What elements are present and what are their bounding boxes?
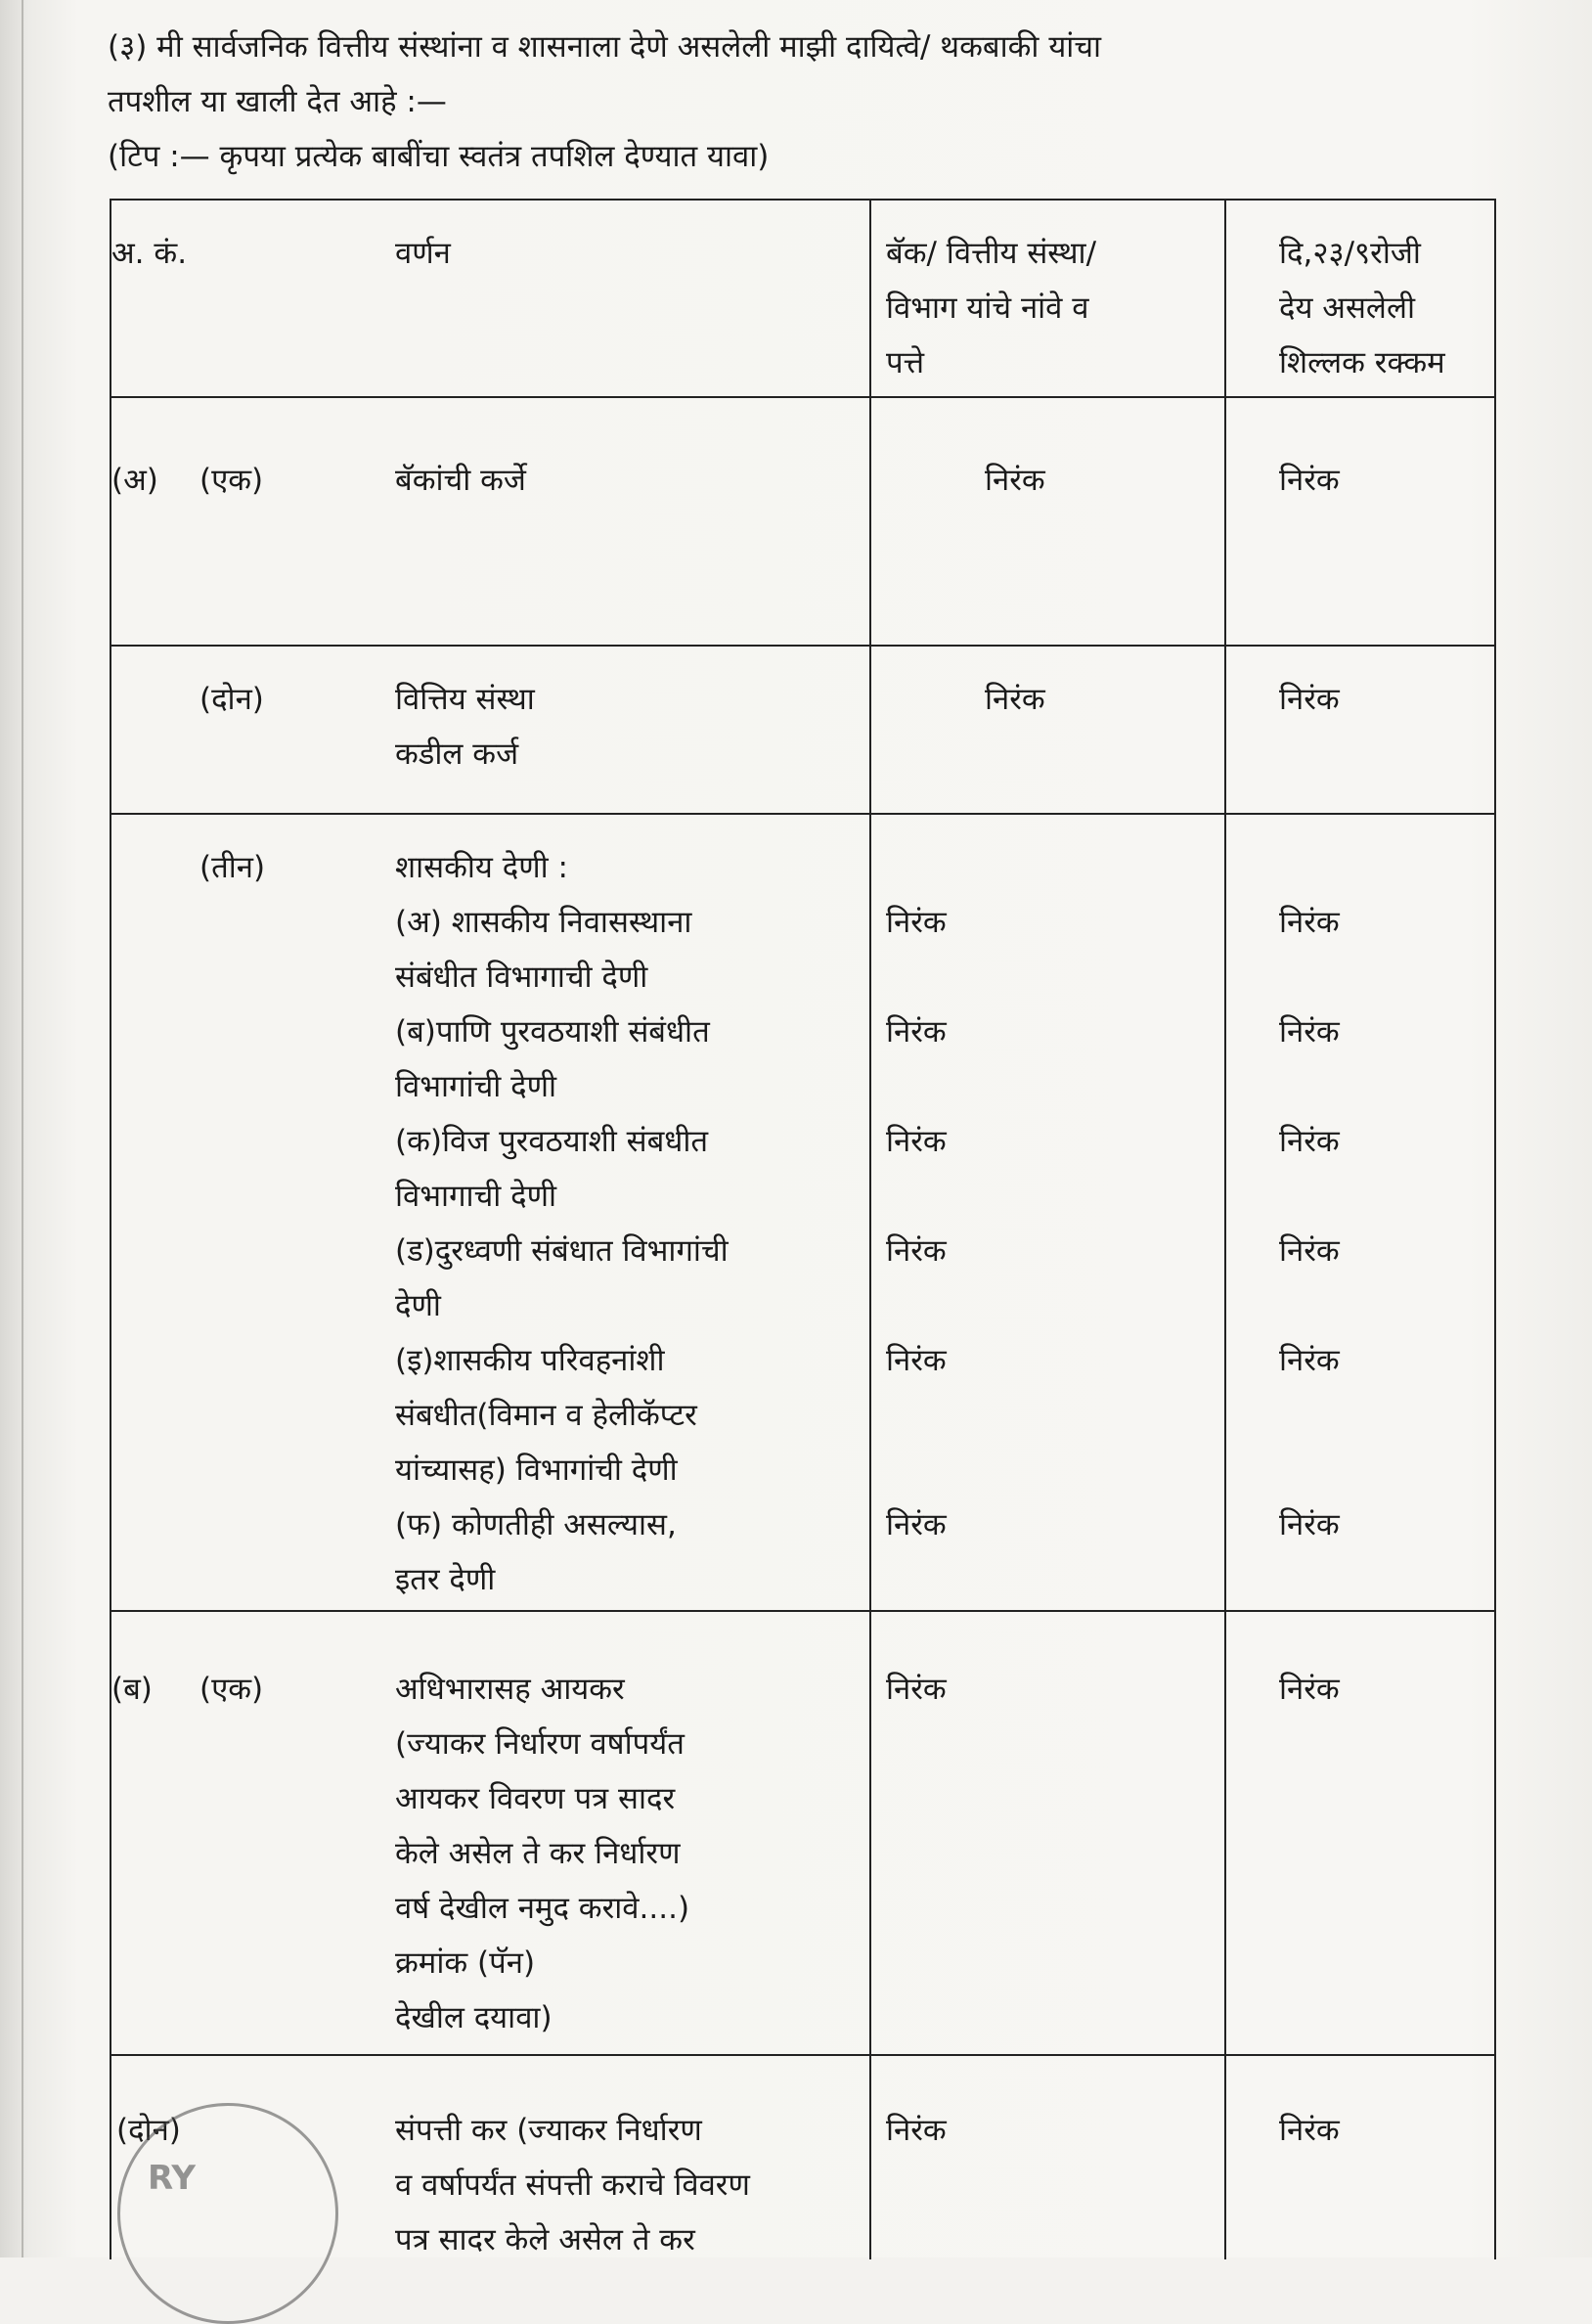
stamp-text: RY <box>148 2159 196 2198</box>
item-description: (ड)दुरध्वणी संबंधात विभागांची <box>395 1233 729 1269</box>
item-description: (फ) कोणतीही असल्यास, <box>395 1507 677 1542</box>
row-description: आयकर विवरण पत्र सादर <box>395 1781 676 1816</box>
row-sub-label: (एक) <box>199 1672 264 1707</box>
item-description: विभागाची देणी <box>395 1179 557 1214</box>
header-bank-line-3: पत्ते <box>886 345 925 380</box>
row-divider-a1 <box>111 645 1494 647</box>
header-amount-line-3: शिल्लक रक्कम <box>1279 345 1445 380</box>
item-description: संबंधीत विभागाची देणी <box>395 960 648 995</box>
item-description: (अ) शासकीय निवासस्थाना <box>395 905 692 940</box>
official-stamp <box>117 2103 338 2324</box>
row-amount-value: निरंक <box>1279 463 1340 498</box>
row-amount-value: निरंक <box>1279 682 1340 717</box>
item-description: (इ)शासकीय परिवहनांशी <box>395 1343 665 1378</box>
column-divider-bank <box>1224 201 1226 2259</box>
item-bank-value: निरंक <box>886 1233 947 1269</box>
row-group-label: (अ) <box>111 463 158 498</box>
row-description: (ज्याकर निर्धारण वर्षापर्यंत <box>395 1726 685 1762</box>
row-description: अधिभारासह आयकर <box>395 1672 625 1707</box>
header-line-1: (३) मी सार्वजनिक वित्तीय संस्थांना व शासनाला देणे असलेली माझी दायित्वे/ थकबाकी यांचा <box>108 29 1102 65</box>
row-description: वर्ष देखील नमुद करावे....) <box>395 1891 690 1926</box>
column-divider-description <box>869 201 871 2259</box>
row-sub-label: (तीन) <box>199 850 266 885</box>
item-bank-value: निरंक <box>886 1507 947 1542</box>
item-amount-value: निरंक <box>1279 1343 1340 1378</box>
header-bank-line-2: विभाग यांचे नांवे व <box>886 290 1089 326</box>
row-bank-value: निरंक <box>886 1672 947 1707</box>
row-bank-value: निरंक <box>985 463 1045 498</box>
header-description: वर्णन <box>395 236 451 271</box>
row-title: शासकीय देणी : <box>395 850 568 885</box>
item-description: (ब)पाणि पुरवठयाशी संबंधीत <box>395 1014 710 1050</box>
row-divider-b1 <box>111 2054 1494 2056</box>
item-amount-value: निरंक <box>1279 1507 1340 1542</box>
liabilities-table <box>110 199 1496 2259</box>
header-amount-line-2: देय असलेली <box>1279 290 1415 326</box>
row-description: क्रमांक (पॅन) <box>395 1945 536 1981</box>
page-fold-shadow <box>22 0 23 2257</box>
row-divider-a2 <box>111 813 1494 815</box>
header-serial: अ. कं. <box>111 236 188 271</box>
item-description: (क)विज पुरवठयाशी संबधीत <box>395 1124 709 1159</box>
row-sub-label: (दोन) <box>116 2113 181 2148</box>
row-bank-value: निरंक <box>985 682 1045 717</box>
item-bank-value: निरंक <box>886 905 947 940</box>
row-description: बॅकांची कर्जे <box>395 463 526 498</box>
item-bank-value: निरंक <box>886 1124 947 1159</box>
header-line-2: तपशील या खाली देत आहे :— <box>108 84 447 119</box>
row-description: कडील कर्ज <box>395 737 519 772</box>
item-description: विभागांची देणी <box>395 1069 557 1104</box>
row-description: केले असेल ते कर निर्धारण <box>395 1836 681 1871</box>
header-bank-line-1: बॅक/ वित्तीय संस्था/ <box>886 236 1097 271</box>
row-bank-value: निरंक <box>886 2113 947 2148</box>
row-description: देखील दयावा) <box>395 2000 553 2035</box>
item-amount-value: निरंक <box>1279 1124 1340 1159</box>
item-amount-value: निरंक <box>1279 905 1340 940</box>
row-description: वित्तिय संस्था <box>395 682 535 717</box>
item-description: देणी <box>395 1288 441 1323</box>
row-sub-label: (दोन) <box>199 682 264 717</box>
item-description: इतर देणी <box>395 1562 496 1597</box>
item-bank-value: निरंक <box>886 1014 947 1050</box>
row-divider-header <box>111 396 1494 398</box>
header-note: (टिप :— कृपया प्रत्येक बाबींचा स्वतंत्र तपशिल देण्यात यावा) <box>108 139 770 174</box>
header-amount-line-1: दि,२३/९रोजी <box>1279 236 1421 271</box>
row-description: संपत्ती कर (ज्याकर निर्धारण <box>395 2113 702 2148</box>
item-amount-value: निरंक <box>1279 1014 1340 1050</box>
row-group-label: (ब) <box>111 1672 153 1707</box>
row-description: पत्र सादर केले असेल ते कर <box>395 2222 695 2257</box>
section-header <box>108 20 1496 184</box>
item-bank-value: निरंक <box>886 1343 947 1378</box>
row-divider-a3 <box>111 1610 1494 1612</box>
row-amount-value: निरंक <box>1279 2113 1340 2148</box>
item-description: संबधीत(विमान व हेलीकॅप्टर <box>395 1398 697 1433</box>
row-sub-label: (एक) <box>199 463 264 498</box>
row-description: व वर्षापर्यंत संपत्ती कराचे विवरण <box>395 2168 750 2203</box>
row-amount-value: निरंक <box>1279 1672 1340 1707</box>
item-description: यांच्यासह) विभागांची देणी <box>395 1452 678 1488</box>
item-amount-value: निरंक <box>1279 1233 1340 1269</box>
